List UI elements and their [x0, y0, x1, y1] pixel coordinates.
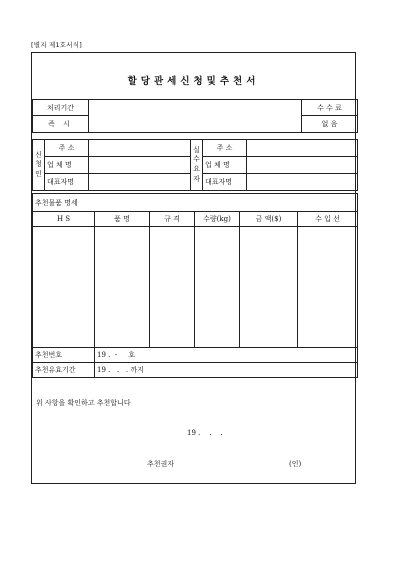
- form-frame: [31, 52, 356, 484]
- recommendation-table: [32, 347, 358, 378]
- party-table: [32, 139, 358, 191]
- items-cell: [150, 227, 195, 348]
- validity-value: 19 . . . 까지: [95, 363, 358, 378]
- consumer-company-value: [247, 157, 358, 174]
- seal-mark: (인): [289, 460, 302, 468]
- consumer-rep-value: [247, 174, 358, 191]
- consumer-company-label: 업 체 명: [203, 157, 247, 174]
- items-col-origin: 수 입 선: [298, 212, 358, 227]
- items-col-amount: 금 액($): [240, 212, 298, 227]
- form-title: 할당관세신청및추천서: [127, 76, 260, 87]
- recommendation-no-label: 추천번호: [33, 348, 95, 363]
- applicant-rep-value: [89, 174, 191, 191]
- header-blank: [89, 100, 302, 133]
- items-col-name: 품 명: [95, 212, 150, 227]
- items-col-qty: 수량(kg): [195, 212, 240, 227]
- processing-period-label: 처리기간: [33, 100, 89, 116]
- applicant-rep-label: 대표자명: [45, 174, 89, 191]
- consumer-address-label: 주 소: [203, 140, 247, 157]
- date-line: 19 . . .: [187, 429, 223, 437]
- consumer-rep-label: 대표자명: [203, 174, 247, 191]
- items-cell: [195, 227, 240, 348]
- form-reference: [별지 제1호서식]: [31, 41, 82, 49]
- recommendation-no-value: 19 . - 호: [95, 348, 358, 363]
- items-col-hs: H S: [33, 212, 95, 227]
- applicant-address-label: 주 소: [45, 140, 89, 157]
- items-section-label: 추천물품 명세: [33, 194, 358, 212]
- items-cell: [95, 227, 150, 348]
- fee-label: 수 수 료: [302, 100, 358, 116]
- processing-period-value: 즉 시: [33, 116, 89, 133]
- header-table: [32, 99, 358, 133]
- applicant-company-value: [89, 157, 191, 174]
- applicant-company-label: 업 체 명: [45, 157, 89, 174]
- consumer-address-value: [247, 140, 358, 157]
- recommender-label: 추천권자: [147, 460, 175, 468]
- validity-label: 추천유효기간: [33, 363, 95, 378]
- applicant-group-label: 신 청 인: [33, 140, 45, 191]
- fee-value: 없 음: [302, 116, 358, 133]
- consumer-group-label: 실 수 요 자: [191, 140, 203, 191]
- items-cell: [298, 227, 358, 348]
- items-col-spec: 규 격: [150, 212, 195, 227]
- items-table: [32, 193, 358, 348]
- applicant-address-value: [89, 140, 191, 157]
- items-cell: [240, 227, 298, 348]
- confirmation-text: 위 사항을 확인하고 추천합니다: [36, 399, 131, 407]
- items-cell: [33, 227, 95, 348]
